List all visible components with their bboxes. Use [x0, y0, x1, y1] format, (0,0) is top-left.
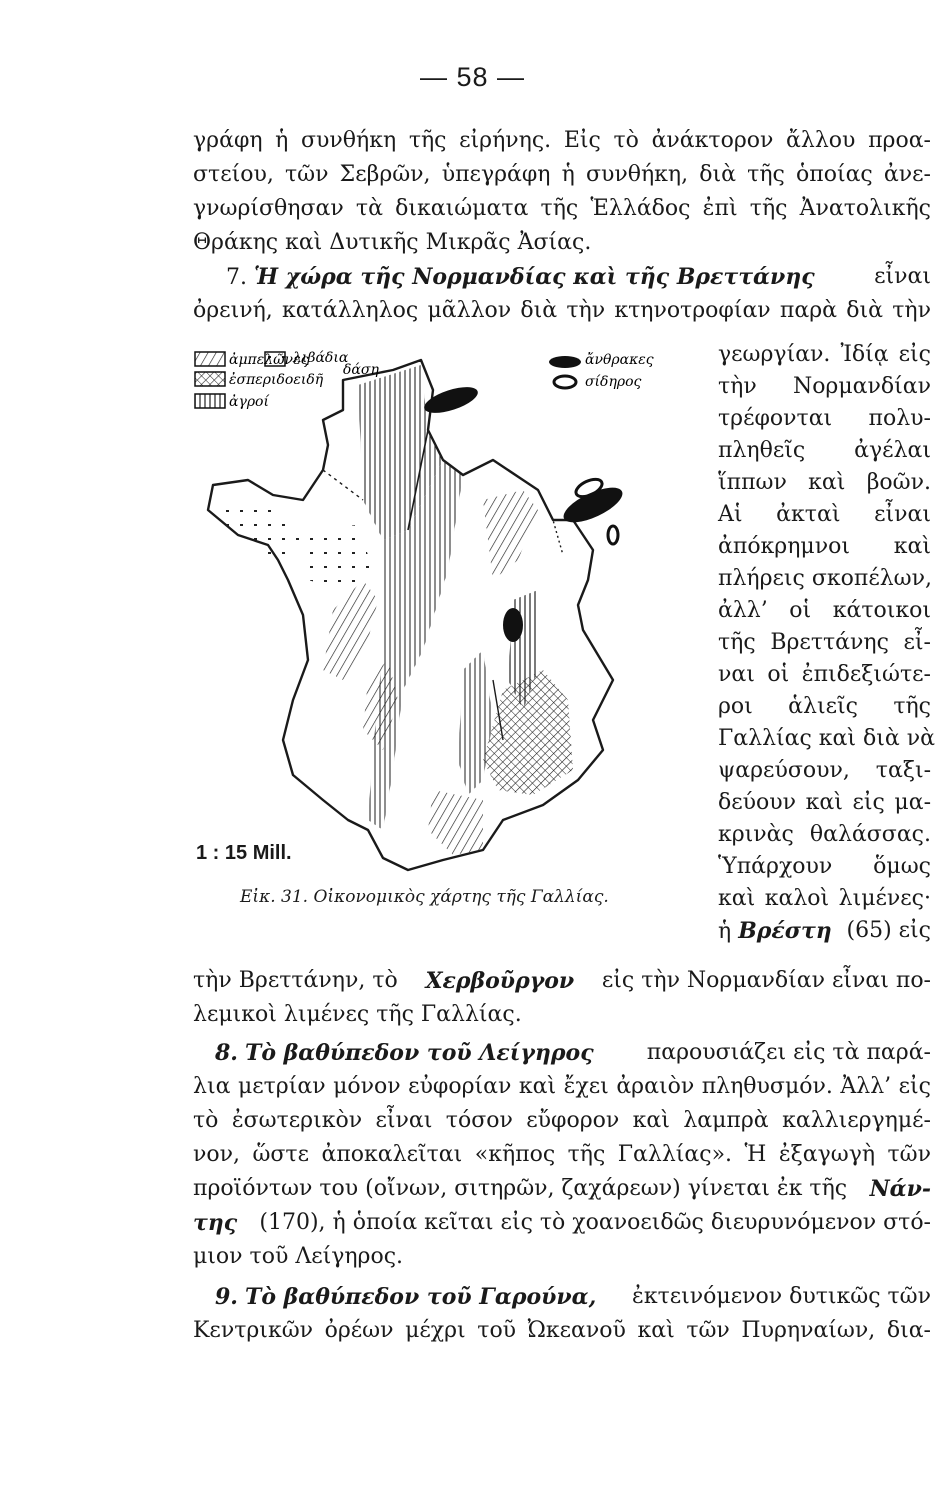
- section-8-line: νον, ὥστε ἀποκαλεῖται «κῆπος τῆς Γαλλίας». Ἡ ἐξαγωγὴ τῶν: [193, 1142, 931, 1167]
- section-9-line-2: Κεντρικῶν ὀρέων μέχρι τοῦ Ὠκεανοῦ καὶ τῶν Πυρηναίων, δια-: [193, 1318, 931, 1343]
- coal-deposit: [559, 481, 627, 530]
- paragraph-1-line-2: στείου, τῶν Σεβρῶν, ὑπεγράφη ἡ συνθήκη, διὰ τῆς ὁποίας ἀνε-: [193, 162, 931, 187]
- legend-label-iron: σίδηρος: [585, 374, 642, 390]
- vineyard-region-south: [428, 790, 483, 855]
- right-column-line: Ὑπάρχουν ὅμως: [718, 854, 931, 879]
- section-7-line-2: ὀρεινή, κατάλληλος μᾶλλον διὰ τὴν κτηνοτροφίαν παρὰ διὰ τὴν: [193, 298, 931, 323]
- right-column-line: ἀλλ’ οἱ κάτοικοι: [718, 598, 931, 623]
- section-7-last-line: λεμικοὶ λιμένες τῆς Γαλλίας.: [193, 1002, 522, 1027]
- right-column-line: δεύουν καὶ εἰς μα-: [718, 790, 931, 815]
- section-9-heading-line: [215, 1282, 931, 1313]
- right-column-line: γεωργίαν. Ἰδίᾳ εἰς: [718, 342, 931, 367]
- legend-label-coal: ἄνθρακες: [585, 352, 654, 368]
- section-8-line-1-rest: παρουσιάζει εἰς τὰ παρά-: [646, 1040, 931, 1065]
- paragraph-1-line-1: γράφη ἡ συνθήκη τῆς εἰρήνης. Εἰς τὸ ἀνάκτορον ἄλλου προα-: [193, 128, 931, 153]
- legend-label-forests: δάση: [343, 362, 379, 378]
- section-7-heading-line: [226, 262, 931, 293]
- legend-label-meadows: λιβάδια: [293, 350, 349, 366]
- right-column-line: πληθεῖς ἀγέλαι: [718, 438, 931, 463]
- right-column-line: τρέφονται πολυ-: [718, 406, 931, 431]
- vineyard-region-east: [483, 490, 538, 580]
- figure-caption: Εἰκ. 31. Οἰκονομικὸς χάρτης τῆς Γαλλίας.: [240, 887, 609, 907]
- paragraph-1-line-3: γνωρίσθησαν τὰ δικαιώματα τῆς Ἑλλάδος ἐπὶ τῆς Ἀνατολικῆς: [193, 196, 931, 221]
- cherbourg-line: [193, 966, 931, 996]
- map-scale: 1 : 15 Mill.: [196, 842, 292, 864]
- section-8-nantes-post: (170), ἡ ὁποία κεῖται εἰς τὸ χοανοειδῶς διευρυνόμενον στό-: [259, 1210, 931, 1235]
- legend-label-citrus: ἐσπεριδοειδῆ: [229, 372, 324, 388]
- right-column-line: κρινὰς θαλάσσας.: [718, 822, 931, 847]
- cherbourg-pre: τὴν Βρεττάνην, τὸ: [193, 968, 398, 993]
- section-7-title: Ἡ χώρα τῆς Νορμανδίας καὶ τῆς Βρεττάνης: [254, 264, 815, 290]
- section-9-title: Τὸ βαθύπεδον τοῦ Γαρούνα,: [244, 1284, 597, 1310]
- cherbourg-post: εἰς τὴν Νορμανδίαν εἶναι πο-: [601, 968, 931, 993]
- section-7-title-rest: εἶναι: [874, 264, 931, 289]
- section-9-number: 9.: [215, 1284, 238, 1310]
- section-7-number: 7.: [226, 265, 247, 290]
- brest-post: (65) εἰς: [846, 918, 931, 943]
- map-svg: [193, 350, 703, 880]
- legend-label-vineyards: ἀμπελῶνες: [229, 352, 309, 368]
- section-8-nantes-line-1: [193, 1174, 931, 1204]
- section-8-line-5: προϊόντων του (οἴνων, σιτηρῶν, ζαχάρεων) γίνεται ἐκ τῆς: [193, 1176, 848, 1201]
- dotted-region-loire: [303, 525, 373, 590]
- legend-label-fields: ἀγροί: [229, 394, 269, 410]
- brest-name: Βρέστη: [738, 918, 832, 944]
- brest-pre: ἡ: [718, 919, 732, 944]
- section-8-line: τὸ ἐσωτερικὸν εἶναι τόσον εὔφορον καὶ λαμπρὰ καλλιεργημέ-: [193, 1108, 931, 1133]
- nantes-name-part-1: Νάν-: [869, 1176, 931, 1202]
- paragraph-1-line-4: Θράκης καὶ Δυτικῆς Μικρᾶς Ἀσίας.: [193, 230, 592, 255]
- right-column-line: τὴν Νορμανδίαν: [718, 374, 931, 399]
- section-9-title-rest: ἐκτεινόμενον δυτικῶς τῶν: [632, 1284, 931, 1309]
- dotted-region-brittany: [223, 510, 303, 565]
- right-column-line: καὶ καλοὶ λιμένες·: [718, 886, 931, 911]
- right-column-line: Αἱ ἀκταὶ εἶναι: [718, 502, 931, 527]
- iron-deposit: [608, 526, 618, 544]
- section-8-title: Τὸ βαθύπεδον τοῦ Λείγηρος: [244, 1040, 594, 1066]
- right-column-line: ψαρεύσουν, ταξι-: [718, 758, 931, 783]
- right-column-line: ροι ἁλιεῖς τῆς: [718, 694, 931, 719]
- section-8-number: 8.: [215, 1040, 238, 1066]
- right-column-line: τῆς Βρεττάνης εἶ-: [718, 630, 931, 655]
- page-number: — 58 —: [419, 62, 526, 92]
- section-8-line: λια μετρίαν μόνον εὐφορίαν καὶ ἔχει ἀραιὸν πληθυσμόν. Ἀλλ’ εἰς: [193, 1074, 931, 1099]
- economic-map-france: [193, 350, 703, 880]
- right-column-line: ἵππων καὶ βοῶν.: [718, 470, 931, 495]
- orchard-region-southeast: [483, 670, 573, 795]
- right-column-line: ἀπόκρημνοι καὶ: [718, 534, 931, 559]
- section-8-last-line: μιον τοῦ Λείγηρος.: [193, 1244, 404, 1269]
- cherbourg-name: Χερβοῦργον: [425, 968, 575, 994]
- section-8-heading-line: [215, 1038, 931, 1069]
- vineyard-region-west: [323, 580, 378, 680]
- right-column-line: πλήρεις σκοπέλων,: [718, 566, 932, 591]
- nantes-name-part-2: της: [193, 1210, 238, 1236]
- coal-deposit: [503, 608, 523, 642]
- section-8-nantes-line-2: [193, 1208, 931, 1238]
- meadow-region-rhone: [458, 650, 493, 795]
- brest-line: [718, 916, 931, 947]
- right-column-line: ναι οἱ ἐπιδεξιώτε-: [718, 662, 931, 687]
- right-column-line: Γαλλίας καὶ διὰ νὰ: [718, 726, 935, 751]
